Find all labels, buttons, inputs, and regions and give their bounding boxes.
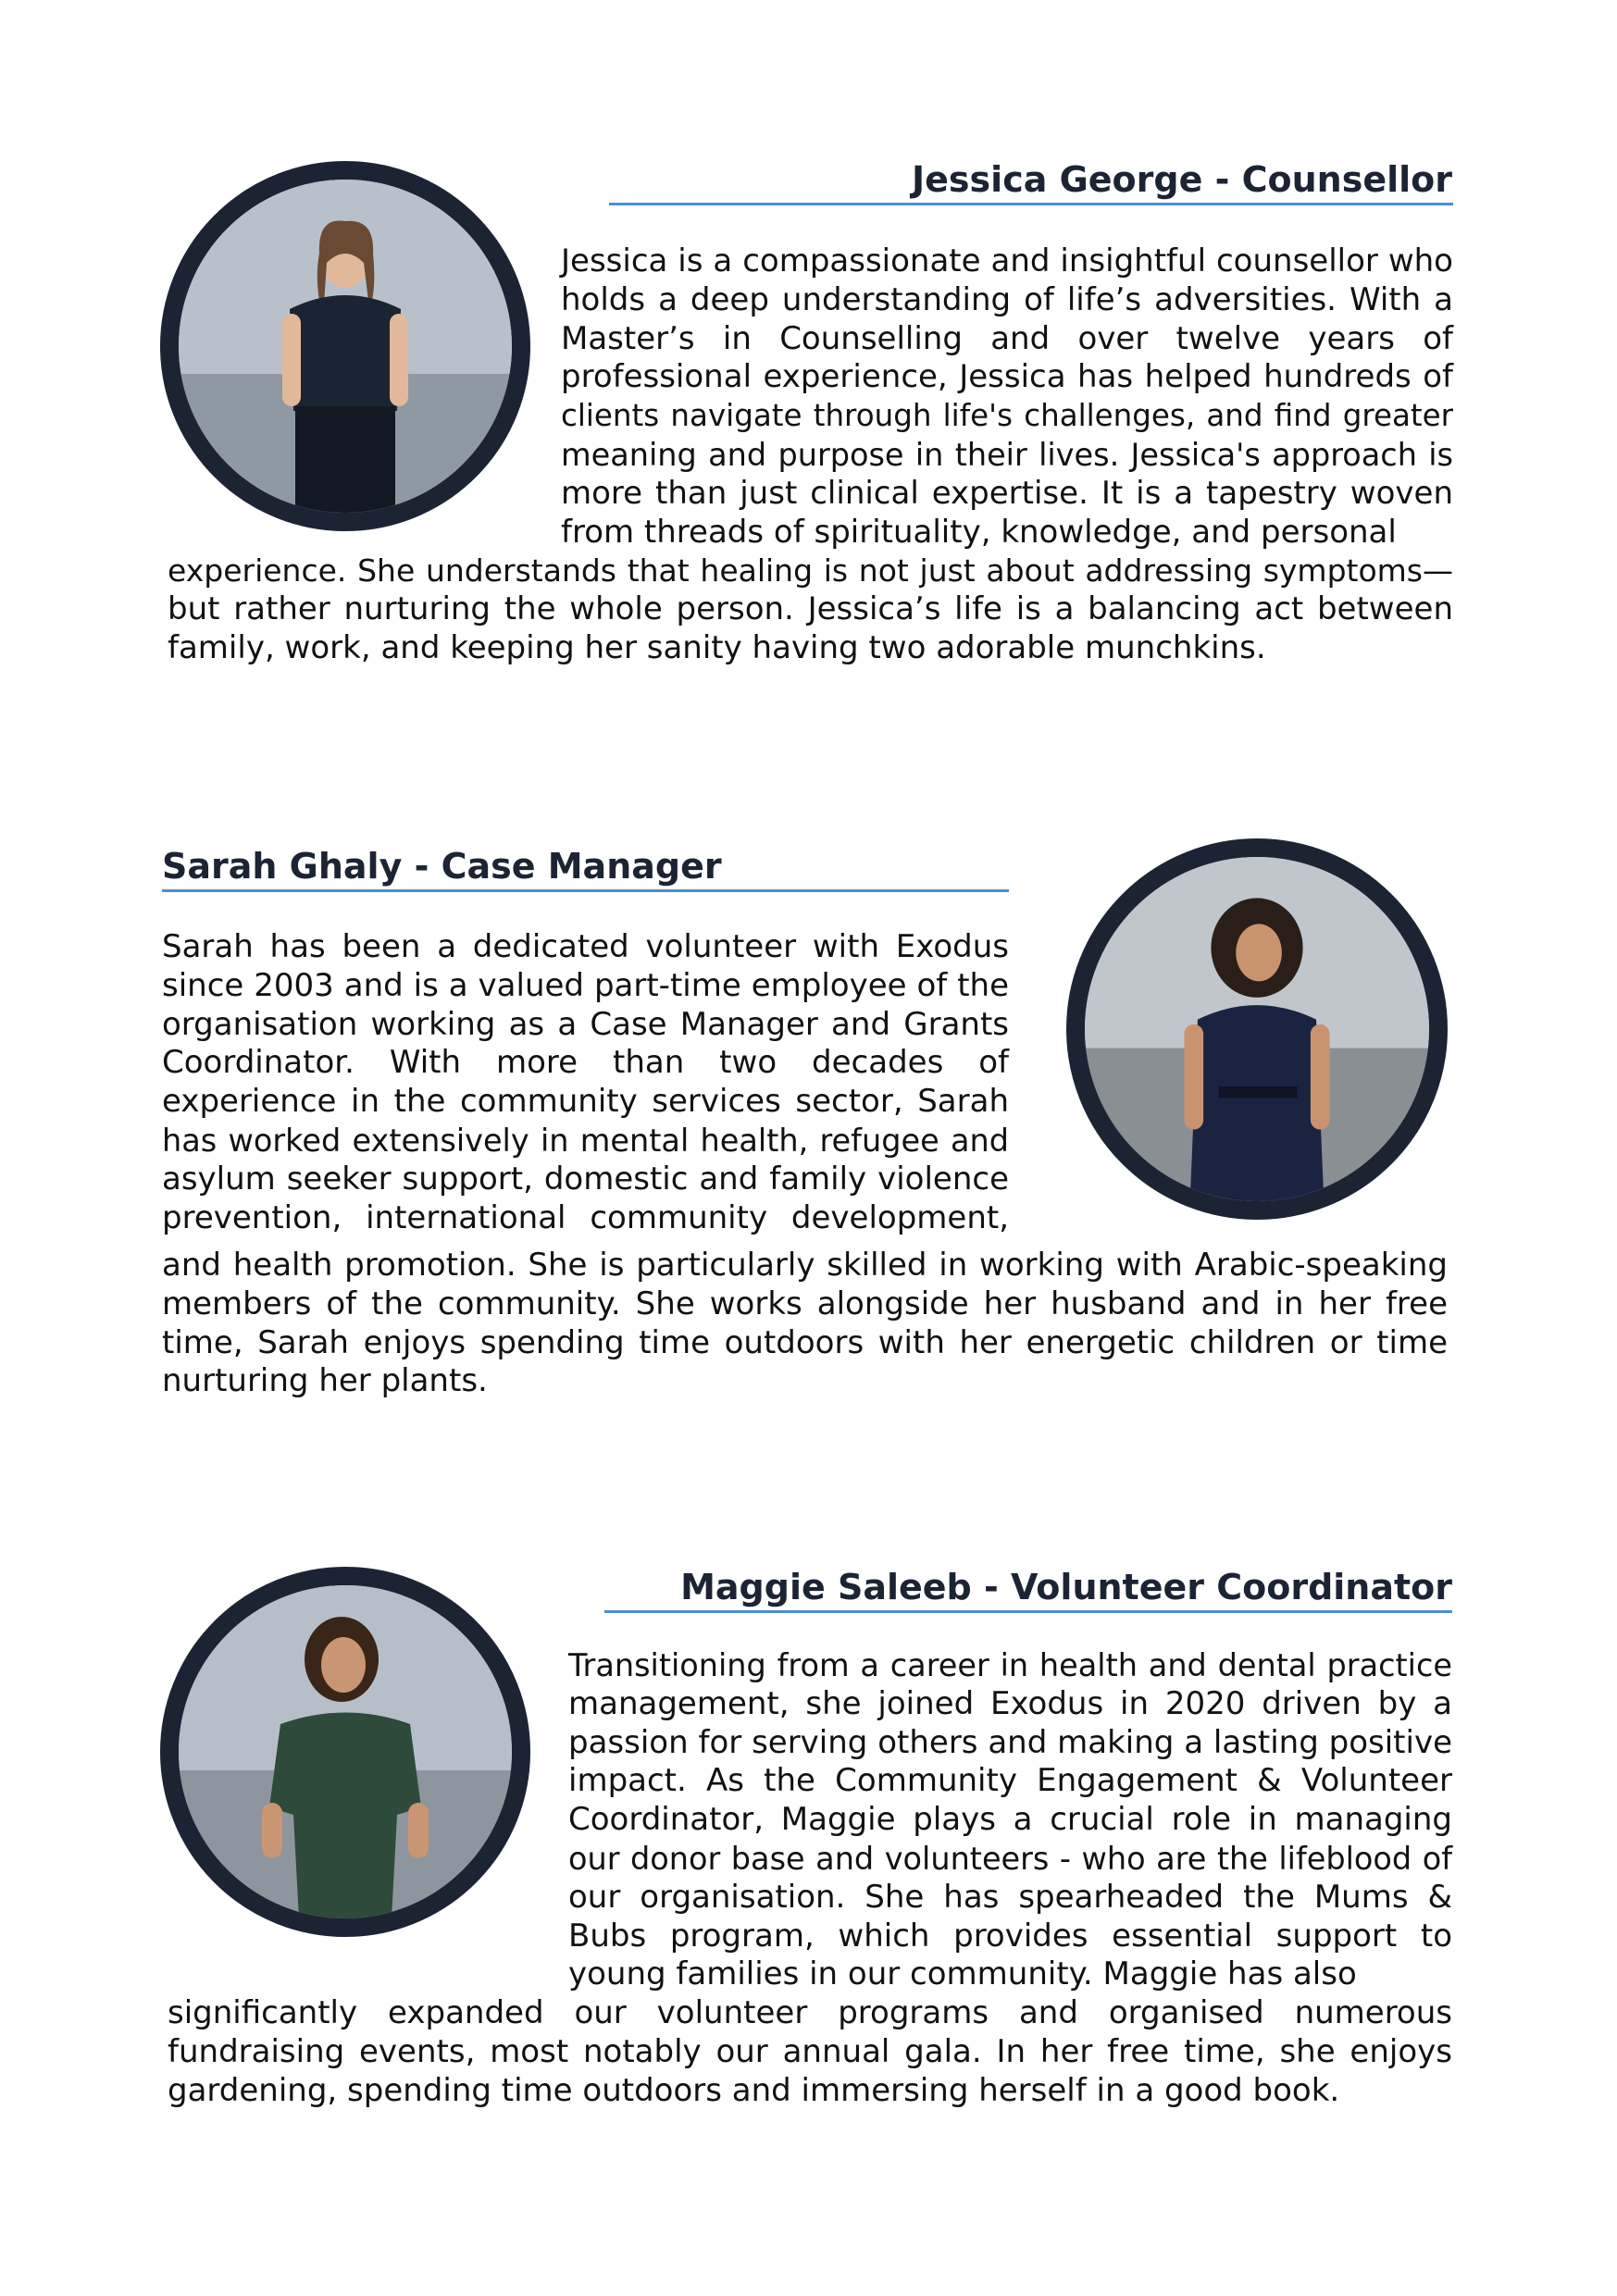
bio-line: members of the community. She works alongside her husband and in her free xyxy=(162,1285,1448,1322)
bio-line: Coordinator, Maggie plays a crucial role in managing xyxy=(568,1801,1452,1839)
bio-line: holds a deep understanding of life’s adversities. With a xyxy=(561,280,1453,318)
bio-line: professional experience, Jessica has helped hundreds of xyxy=(561,358,1453,396)
bio-line: since 2003 and is a valued part-time employee of the xyxy=(162,966,1009,1004)
bio-line: organisation working as a Case Manager and Grants xyxy=(162,1005,1009,1043)
bio-line: Sarah has been a dedicated volunteer with Exodus xyxy=(162,928,1009,965)
bio-line: Master’s in Counselling and over twelve years of xyxy=(561,319,1453,357)
bio-line: prevention, international community development, xyxy=(162,1198,1009,1236)
jessica-bio-full xyxy=(168,552,1453,667)
bio-line: time, Sarah enjoys spending time outdoors with her energetic children or time xyxy=(162,1323,1448,1361)
bio-line: gardening, spending time outdoors and immersing herself in a good book. xyxy=(168,2071,1340,2109)
bio-line: family, work, and keeping her sanity having two adorable munchkins. xyxy=(168,628,1266,666)
maggie-portrait-photo xyxy=(160,1567,530,1937)
jessica-bio-wrapped xyxy=(561,242,1453,552)
bio-line: Bubs program, which provides essential support to xyxy=(568,1917,1452,1955)
sarah-bio-wrapped xyxy=(162,928,1009,1237)
bio-line: passion for serving others and making a lasting positive xyxy=(568,1723,1452,1761)
bio-line: impact. As the Community Engagement & Volunteer xyxy=(568,1762,1452,1800)
jessica-portrait-photo xyxy=(160,161,530,531)
bio-line: Transitioning from a career in health and dental practice xyxy=(568,1647,1452,1683)
bio-line: from threads of spirituality, knowledge, and personal xyxy=(561,513,1397,551)
title-underline xyxy=(604,1610,1452,1613)
bio-line: asylum seeker support, domestic and family violence xyxy=(162,1160,1009,1198)
bio-line: experience in the community services sector, Sarah xyxy=(162,1083,1009,1121)
profile-title-jessica: Jessica George - Counsellor xyxy=(912,159,1452,200)
bio-line: management, she joined Exodus in 2020 driven by a xyxy=(568,1684,1452,1722)
maggie-bio-wrapped xyxy=(568,1646,1452,1994)
bio-line: our donor base and volunteers - who are the lifeblood of xyxy=(568,1840,1452,1877)
sarah-portrait-photo xyxy=(1066,838,1448,1220)
bio-line: our organisation. She has spearheaded the Mums & xyxy=(568,1878,1452,1916)
bio-line: but rather nurturing the whole person. Jessica’s life is a balancing act between xyxy=(168,590,1453,627)
maggie-bio-full xyxy=(168,1994,1452,2110)
bio-line: more than just clinical expertise. It is a tapestry woven xyxy=(561,474,1453,512)
profile-title-sarah: Sarah Ghaly - Case Manager xyxy=(162,846,722,887)
sarah-bio-full xyxy=(162,1247,1448,1401)
bio-line: and health promotion. She is particularly skilled in working with Arabic-speaking xyxy=(162,1247,1448,1284)
bio-line: experience. She understands that healing is not just about addressing symptoms— xyxy=(168,552,1453,589)
bio-line: Coordinator. With more than two decades of xyxy=(162,1044,1009,1082)
title-underline xyxy=(609,203,1453,205)
bio-line: Jessica is a compassionate and insightful counsellor who xyxy=(561,242,1453,279)
title-underline xyxy=(162,889,1009,892)
bio-line: young families in our community. Maggie has also xyxy=(568,1955,1357,1993)
bio-line: nurturing her plants. xyxy=(162,1362,488,1400)
bio-line: fundraising events, most notably our annual gala. In her free time, she enjoys xyxy=(168,2032,1452,2070)
bio-line: significantly expanded our volunteer programs and organised numerous xyxy=(168,1994,1452,2031)
bio-line: has worked extensively in mental health, refugee and xyxy=(162,1122,1009,1159)
bio-line: clients navigate through life's challenges, and find greater xyxy=(561,398,1453,434)
bio-line: meaning and purpose in their lives. Jessica's approach is xyxy=(561,436,1453,473)
profile-title-maggie: Maggie Saleeb - Volunteer Coordinator xyxy=(680,1567,1452,1607)
